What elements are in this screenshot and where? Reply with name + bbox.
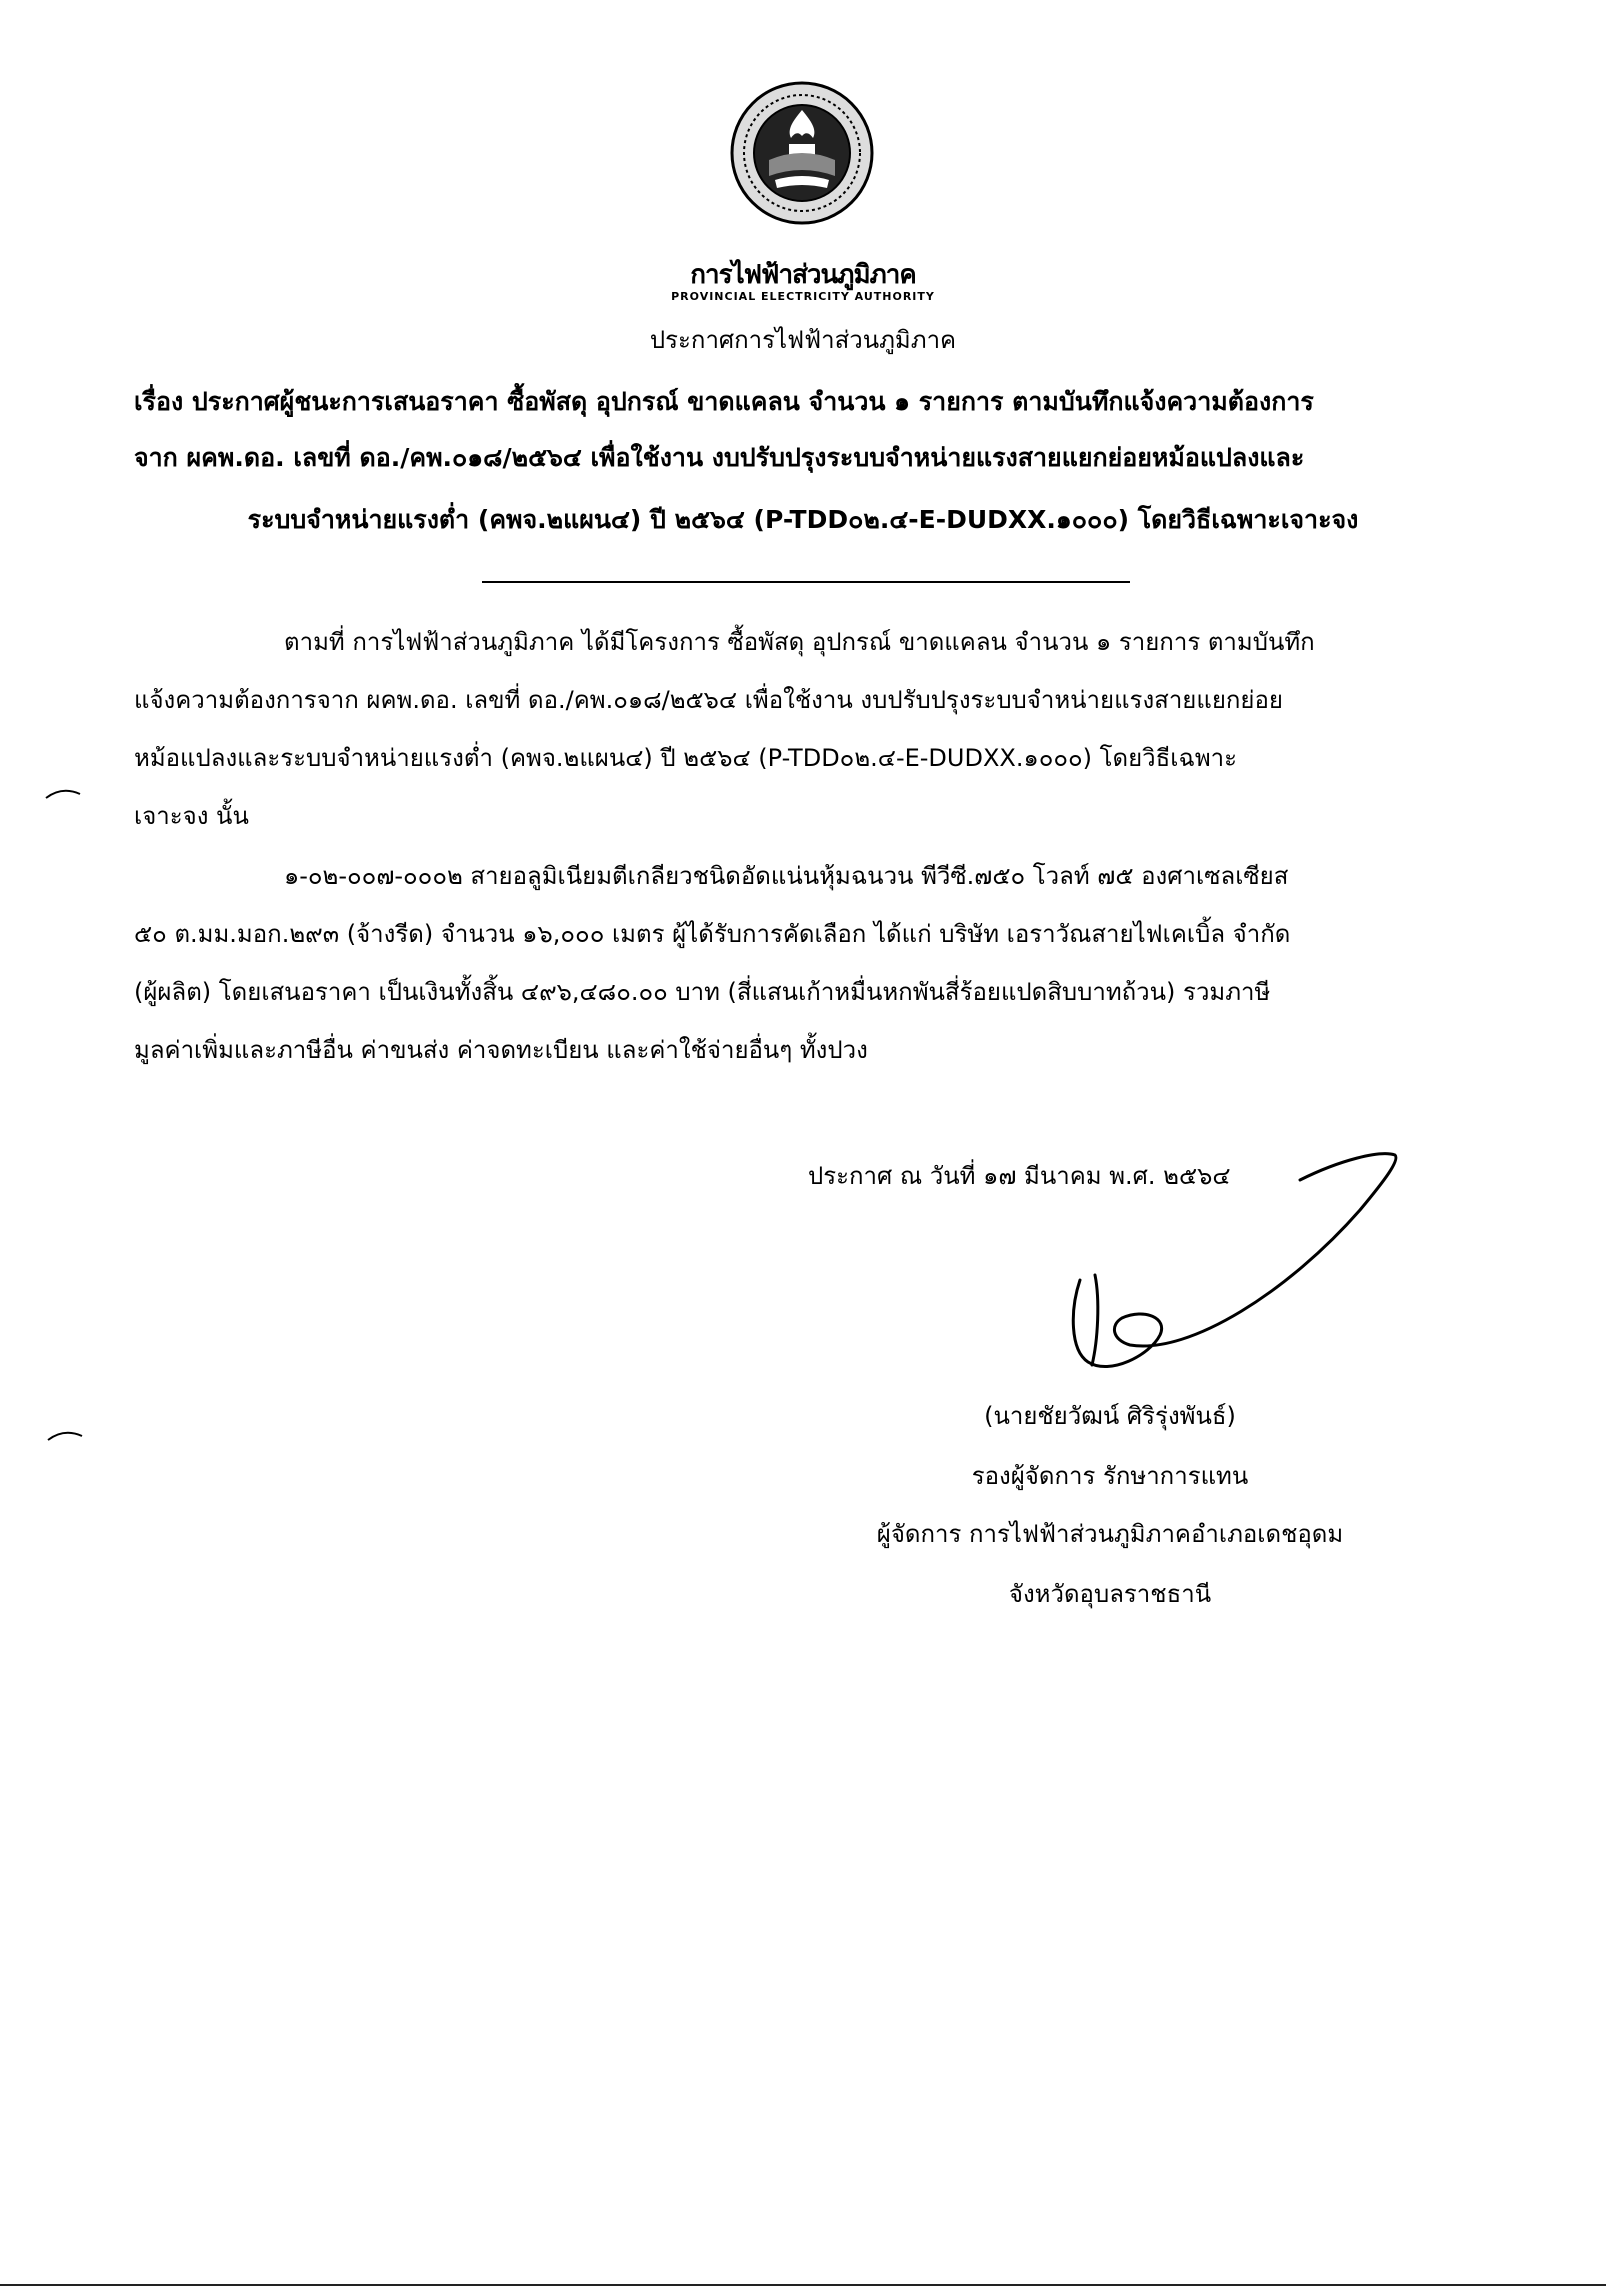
divider bbox=[482, 581, 1130, 583]
announcement-date: ประกาศ ณ วันที่ ๑๗ มีนาคม พ.ศ. ๒๕๖๔ bbox=[808, 1162, 1231, 1190]
signatory-title: รองผู้จัดการ รักษาการแทน bbox=[971, 1462, 1249, 1490]
punch-mark bbox=[44, 782, 84, 802]
subject-line-2: จาก ผคพ.ดอ. เลขที่ ดอ./คพ.๐๑๘/๒๕๖๔ เพื่อใช้งาน งบปรับปรุงระบบจำหน่ายแรงสายแยกย่อยหม้อแปลงและ bbox=[134, 443, 1305, 472]
signatory-position: ผู้จัดการ การไฟฟ้าส่วนภูมิภาคอำเภอเดชอุดม bbox=[876, 1520, 1344, 1548]
para1-line-2: แจ้งความต้องการจาก ผคพ.ดอ. เลขที่ ดอ./คพ.๐๑๘/๒๕๖๔ เพื่อใช้งาน งบปรับปรุงระบบจำหน่ายแรงสายแยกย่อย bbox=[134, 686, 1283, 714]
signature-mark bbox=[1040, 1140, 1420, 1400]
org-name-th: การไฟฟ้าส่วนภูมิภาค bbox=[690, 260, 916, 290]
para1-line-1: ตามที่ การไฟฟ้าส่วนภูมิภาค ได้มีโครงการ ซื้อพัสดุ อุปกรณ์ ขาดแคลน จำนวน ๑ รายการ ตามบันทึก bbox=[284, 628, 1315, 656]
scan-edge-line bbox=[0, 2284, 1606, 2286]
para2-line-4: มูลค่าเพิ่มและภาษีอื่น ค่าขนส่ง ค่าจดทะเบียน และค่าใช้จ่ายอื่นๆ ทั้งปวง bbox=[134, 1036, 868, 1064]
signatory-province: จังหวัดอุบลราชธานี bbox=[1008, 1580, 1212, 1608]
para2-line-3: (ผู้ผลิต) โดยเสนอราคา เป็นเงินทั้งสิ้น ๔๙๖,๔๘๐.๐๐ บาท (สี่แสนเก้าหมื่นหกพันสี่ร้อยแปดสิบบาทถ้วน) รวมภาษี bbox=[134, 978, 1271, 1006]
subject-line-3: ระบบจำหน่ายแรงต่ำ (คพจ.๒แผน๔) ปี ๒๕๖๔ (P-TDD๐๒.๔-E-DUDXX.๑๐๐๐) โดยวิธีเฉพาะเจาะจง bbox=[247, 505, 1359, 534]
pea-logo bbox=[729, 80, 875, 226]
para2-line-2: ๕๐ ต.มม.มอก.๒๙๓ (จ้างรีด) จำนวน ๑๖,๐๐๐ เมตร ผู้ได้รับการคัดเลือก ได้แก่ บริษัท เอราวัณสายไฟเคเบิ้ล จำกัด bbox=[134, 920, 1291, 948]
para1-line-4: เจาะจง นั้น bbox=[134, 802, 249, 830]
para1-line-3: หม้อแปลงและระบบจำหน่ายแรงต่ำ (คพจ.๒แผน๔) ปี ๒๕๖๔ (P-TDD๐๒.๔-E-DUDXX.๑๐๐๐) โดยวิธีเฉพาะ bbox=[134, 744, 1238, 772]
para2-line-1: ๑-๐๒-๐๐๗-๐๐๐๒ สายอลูมิเนียมตีเกลียวชนิดอัดแน่นหุ้มฉนวน พีวีซี.๗๕๐ โวลท์ ๗๕ องศาเซลเซียส bbox=[284, 862, 1289, 890]
punch-mark bbox=[46, 1424, 86, 1444]
org-name-en: PROVINCIAL ELECTRICITY AUTHORITY bbox=[671, 290, 935, 303]
announcement-title: ประกาศการไฟฟ้าส่วนภูมิภาค bbox=[649, 326, 957, 354]
signatory-name: (นายชัยวัฒน์ ศิริรุ่งพันธ์) bbox=[984, 1402, 1236, 1430]
subject-line-1: เรื่อง ประกาศผู้ชนะการเสนอราคา ซื้อพัสดุ อุปกรณ์ ขาดแคลน จำนวน ๑ รายการ ตามบันทึกแจ้งความต้องการ bbox=[134, 387, 1314, 416]
